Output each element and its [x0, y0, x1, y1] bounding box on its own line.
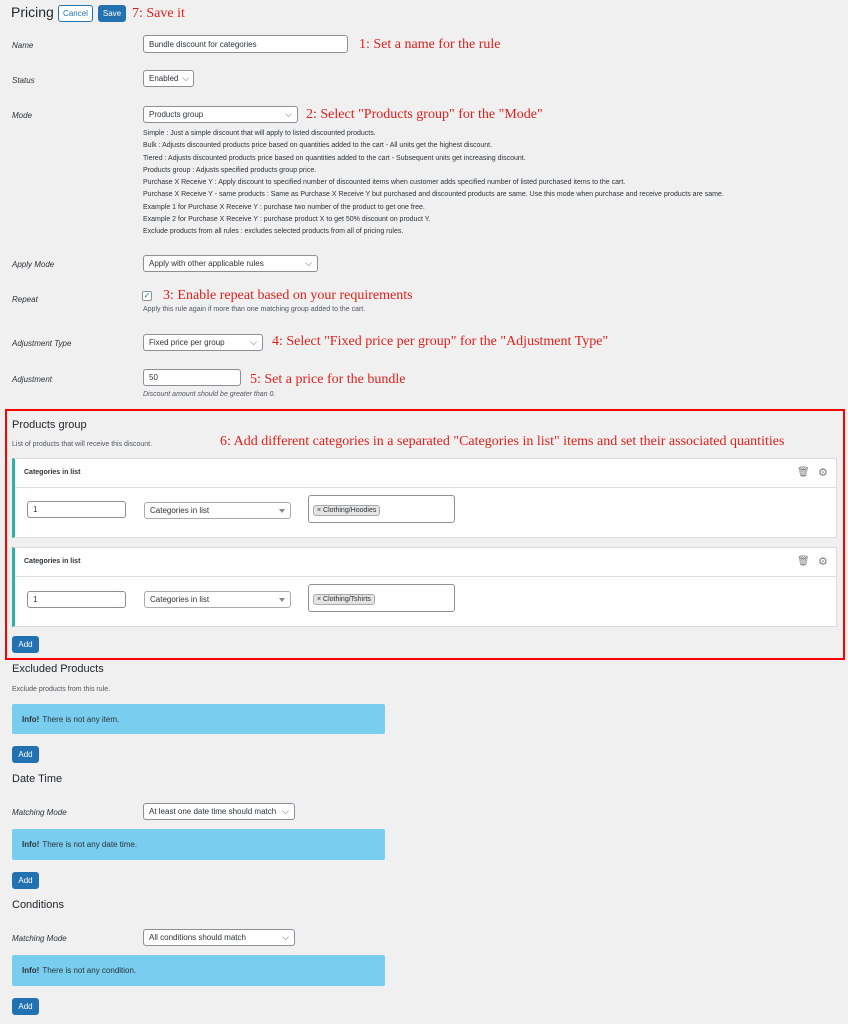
adjustment-input-value: 50 — [149, 373, 158, 382]
info-text: There is not any date time. — [42, 840, 138, 849]
date-time-matching-value: At least one date time should match — [149, 807, 277, 816]
products-group-item-header — [15, 548, 836, 577]
page-title: Pricing — [11, 4, 54, 20]
item-type-select[interactable] — [144, 591, 291, 608]
name-label: Name — [12, 41, 34, 50]
quantity-input-value: 1 — [33, 595, 38, 604]
apply-mode-label: Apply Mode — [12, 260, 55, 269]
adjustment-hint: Discount amount should be greater than 0. — [143, 391, 276, 398]
mode-descriptions — [143, 128, 724, 239]
chevron-down-icon — [279, 598, 285, 602]
conditions-matching-label: Matching Mode — [12, 934, 67, 943]
repeat-description: Apply this rule again if more than one matching group added to the cart. — [143, 306, 366, 313]
date-time-info — [12, 829, 385, 860]
item-type-select[interactable] — [144, 502, 291, 519]
annotation-repeat: 3: Enable repeat based on your requirements — [163, 288, 413, 303]
annotation-products-group: 6: Add different categories in a separated "Categories in list" items and set their associated quantities — [220, 434, 785, 449]
annotation-save: 7: Save it — [132, 6, 185, 21]
repeat-checkbox[interactable] — [142, 291, 152, 301]
gear-icon[interactable]: ⚙ — [818, 556, 828, 568]
chevron-down-icon: ⌵ — [250, 337, 257, 347]
annotation-adjustment: 5: Set a price for the bundle — [250, 372, 406, 387]
info-text: There is not any item. — [42, 714, 120, 724]
item-type-select-value: Categories in list — [150, 595, 210, 604]
category-tag[interactable]: × Clothing/Tshirts — [313, 594, 375, 605]
products-group-title: Products group — [12, 419, 87, 431]
adjustment-type-select[interactable] — [143, 334, 263, 351]
annotation-name: 1: Set a name for the rule — [359, 37, 501, 52]
conditions-matching-select[interactable] — [143, 929, 295, 946]
trash-icon[interactable]: 🗑 — [797, 556, 810, 567]
apply-mode-select[interactable] — [143, 255, 318, 272]
conditions-add-button[interactable]: Add — [12, 998, 39, 1015]
status-select-value: Enabled — [149, 74, 179, 83]
category-tag[interactable]: × Clothing/Hoodies — [313, 505, 380, 516]
mode-description: Exclude products from all rules : excludes selected products from all of pricing rules. — [143, 228, 404, 236]
date-time-title: Date Time — [12, 773, 63, 785]
adjustment-label: Adjustment — [12, 375, 53, 384]
adjustment-type-label: Adjustment Type — [12, 339, 72, 348]
info-strong: Info! — [22, 840, 40, 849]
products-group-add-button[interactable]: Add — [12, 636, 39, 653]
excluded-products-add-button[interactable]: Add — [12, 746, 39, 763]
chevron-down-icon: ⌵ — [182, 73, 190, 83]
products-group-item — [12, 547, 837, 627]
info-strong: Info! — [22, 714, 40, 724]
mode-description: Purchase X Receive Y - same products : Same as Purchase X Receive Y but purchased and discounted products are same. Use this mode when purchase and receive products are same. — [143, 191, 724, 199]
mode-description: Example 2 for Purchase X Receive Y : purchase product X to get 50% discount on product Y. — [143, 216, 431, 224]
mode-label: Mode — [12, 111, 33, 120]
chevron-down-icon: ⌵ — [305, 258, 312, 268]
mode-select-value: Products group — [149, 110, 204, 119]
info-strong: Info! — [22, 966, 40, 975]
quantity-input[interactable] — [27, 591, 126, 608]
quantity-input-value: 1 — [33, 505, 38, 514]
date-time-matching-select[interactable] — [143, 803, 295, 820]
products-group-item-title: Categories in list — [24, 469, 81, 476]
info-text: There is not any condition. — [42, 966, 137, 975]
excluded-products-title: Excluded Products — [12, 663, 104, 675]
annotation-adjustment-type: 4: Select "Fixed price per group" for the "Adjustment Type" — [272, 334, 609, 349]
apply-mode-select-value: Apply with other applicable rules — [149, 259, 264, 268]
chevron-down-icon: ⌵ — [282, 932, 289, 942]
trash-icon[interactable]: 🗑 — [797, 467, 810, 478]
products-group-description: List of products that will receive this discount. — [12, 441, 153, 448]
cancel-button[interactable]: Cancel — [58, 5, 93, 22]
conditions-matching-value: All conditions should match — [149, 933, 246, 942]
mode-description: Simple : Just a simple discount that will apply to listed discounted products. — [143, 130, 376, 137]
item-type-select-value: Categories in list — [150, 506, 210, 515]
save-button[interactable]: Save — [98, 5, 126, 22]
adjustment-type-select-value: Fixed price per group — [149, 338, 225, 347]
repeat-label: Repeat — [12, 295, 38, 304]
excluded-products-info — [12, 704, 385, 734]
mode-description: Products group : Adjusts specified products group price. — [143, 166, 317, 174]
adjustment-input[interactable] — [143, 369, 241, 386]
chevron-down-icon: ⌵ — [282, 806, 289, 816]
category-tags-input[interactable] — [308, 584, 455, 612]
name-input[interactable] — [143, 35, 348, 53]
mode-description: Example 1 for Purchase X Receive Y : purchase two number of the product to get one free. — [143, 203, 425, 211]
conditions-info — [12, 955, 385, 986]
category-tags-input[interactable] — [308, 495, 455, 523]
mode-description: Purchase X Receive Y : Apply discount to specified number of discounted items when customer adds specified number of listed purchased items to the cart. — [143, 179, 626, 187]
gear-icon[interactable]: ⚙ — [818, 467, 828, 479]
status-label: Status — [12, 76, 35, 85]
mode-description: Bulk : Adjusts discounted products price based on quantities added to the cart - All units get the highest discount. — [143, 142, 493, 150]
excluded-products-description: Exclude products from this rule. — [12, 686, 111, 693]
mode-description: Tiered : Adjusts discounted products price based on quantities added to the cart - Subsequent units get increasing discount. — [143, 154, 526, 162]
date-time-add-button[interactable]: Add — [12, 872, 39, 889]
products-group-item-title: Categories in list — [24, 558, 81, 565]
mode-select[interactable] — [143, 106, 298, 123]
status-select[interactable] — [143, 70, 194, 87]
checkmark-icon: ✓ — [143, 291, 151, 300]
annotation-mode: 2: Select "Products group" for the "Mode" — [306, 107, 543, 122]
date-time-matching-label: Matching Mode — [12, 808, 67, 817]
conditions-title: Conditions — [12, 899, 64, 911]
chevron-down-icon: ⌵ — [285, 109, 292, 119]
name-input-value: Bundle discount for categories — [149, 39, 257, 49]
products-group-item-header — [15, 459, 836, 488]
products-group-item — [12, 458, 837, 538]
quantity-input[interactable] — [27, 501, 126, 518]
chevron-down-icon — [279, 509, 285, 513]
